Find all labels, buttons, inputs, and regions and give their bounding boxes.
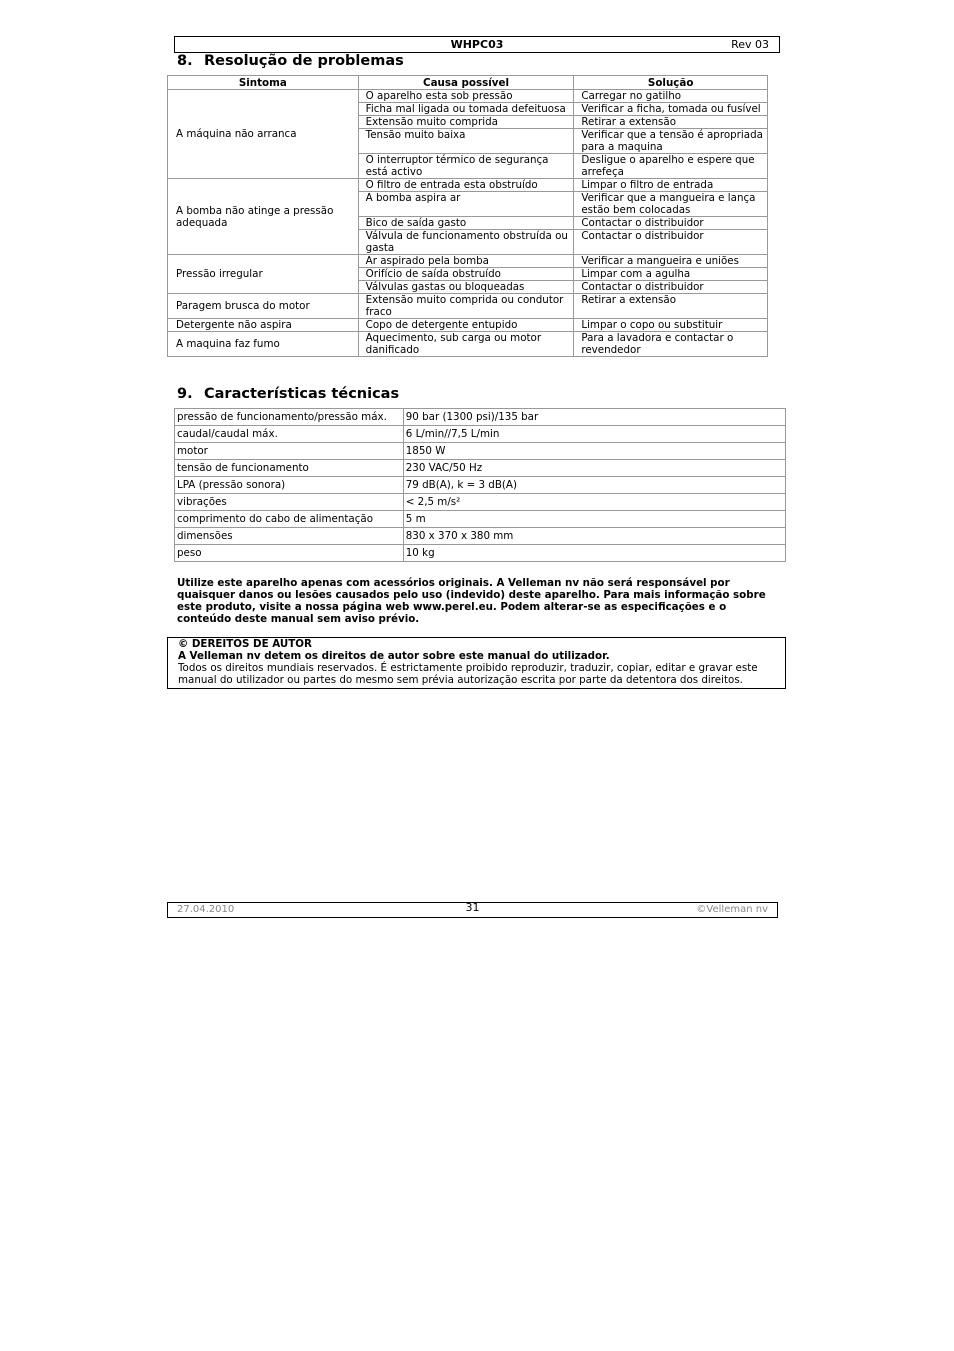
copyright-title: © DEREITOS DE AUTOR bbox=[178, 638, 312, 650]
page-number: 31 bbox=[465, 901, 480, 914]
solution-cell: Carregar no gatilho bbox=[574, 90, 768, 103]
spec-label: motor bbox=[175, 443, 404, 460]
spec-label: comprimento do cabo de alimentação bbox=[175, 511, 404, 528]
symptom-cell: Pressão irregular bbox=[168, 255, 359, 294]
column-header: Sintoma bbox=[168, 76, 359, 90]
column-header: Solução bbox=[574, 76, 768, 90]
spec-row bbox=[175, 528, 786, 545]
copyright-body: Todos os direitos mundiais reservados. É estrictamente proibido reproduzir, traduzir, copiar, editar e gravar este manual do utilizador ou partes do mesmo sem prévia autorização escrita por parte da detentora dos direitos. bbox=[178, 662, 758, 686]
cause-cell: O aparelho esta sob pressão bbox=[358, 90, 574, 103]
page-header bbox=[174, 36, 780, 53]
spec-label: caudal/caudal máx. bbox=[175, 426, 404, 443]
footer-brand: ©Velleman nv bbox=[696, 904, 768, 915]
solution-cell: Desligue o aparelho e espere que arrefeça bbox=[574, 154, 768, 179]
spec-label: dimensões bbox=[175, 528, 404, 545]
symptom-cell: Detergente não aspira bbox=[168, 319, 359, 332]
spec-row bbox=[175, 426, 786, 443]
cause-cell: O interruptor térmico de segurança está activo bbox=[358, 154, 574, 179]
table-row bbox=[168, 255, 768, 268]
solution-cell: Verificar a mangueira e uniões bbox=[574, 255, 768, 268]
spec-row bbox=[175, 511, 786, 528]
solution-cell: Contactar o distribuidor bbox=[574, 230, 768, 255]
spec-label: tensão de funcionamento bbox=[175, 460, 404, 477]
solution-cell: Para a lavadora e contactar o revendedor bbox=[574, 332, 768, 357]
copyright-line: A Velleman nv detem os direitos de autor sobre este manual do utilizador. bbox=[178, 650, 610, 662]
solution-cell: Limpar com a agulha bbox=[574, 268, 768, 281]
spec-value: < 2,5 m/s² bbox=[403, 494, 785, 511]
cause-cell: Copo de detergente entupido bbox=[358, 319, 574, 332]
column-header: Causa possível bbox=[358, 76, 574, 90]
cause-cell: A bomba aspira ar bbox=[358, 192, 574, 217]
spec-row bbox=[175, 477, 786, 494]
spec-value: 79 dB(A), k = 3 dB(A) bbox=[403, 477, 785, 494]
spec-value: 5 m bbox=[403, 511, 785, 528]
table-row bbox=[168, 90, 768, 103]
spec-value: 10 kg bbox=[403, 545, 785, 562]
usage-note: Utilize este aparelho apenas com acessórios originais. A Velleman nv não será responsável por quaisquer danos ou lesões causados pelo uso (indevido) deste aparelho. Para mais informação sobre este produto, visite a nossa página web www.perel.eu. Podem alterar-se as especificações e o conteúdo deste manual sem aviso prévio. bbox=[177, 577, 766, 625]
cause-cell: Aquecimento, sub carga ou motor danificado bbox=[358, 332, 574, 357]
spec-row bbox=[175, 494, 786, 511]
table-header-row bbox=[168, 76, 768, 90]
solution-cell: Verificar a ficha, tomada ou fusível bbox=[574, 103, 768, 116]
solution-cell: Retirar a extensão bbox=[574, 116, 768, 129]
revision: Rev 03 bbox=[731, 38, 769, 51]
spec-value: 230 VAC/50 Hz bbox=[403, 460, 785, 477]
cause-cell: Extensão muito comprida bbox=[358, 116, 574, 129]
spec-value: 6 L/min//7,5 L/min bbox=[403, 426, 785, 443]
section-9-heading bbox=[177, 386, 399, 402]
spec-value: 1850 W bbox=[403, 443, 785, 460]
solution-cell: Retirar a extensão bbox=[574, 294, 768, 319]
section-8-number: 8. bbox=[177, 53, 193, 69]
specifications-table bbox=[174, 408, 786, 562]
symptom-cell: A máquina não arranca bbox=[168, 90, 359, 179]
spec-label: peso bbox=[175, 545, 404, 562]
copyright-box bbox=[167, 637, 786, 689]
page-footer bbox=[167, 902, 778, 918]
spec-label: LPA (pressão sonora) bbox=[175, 477, 404, 494]
cause-cell: Válvulas gastas ou bloqueadas bbox=[358, 281, 574, 294]
spec-row bbox=[175, 443, 786, 460]
cause-cell: Ar aspirado pela bomba bbox=[358, 255, 574, 268]
spec-label: vibrações bbox=[175, 494, 404, 511]
spec-value: 90 bar (1300 psi)/135 bar bbox=[403, 409, 785, 426]
table-row bbox=[168, 332, 768, 357]
table-row bbox=[168, 294, 768, 319]
solution-cell: Contactar o distribuidor bbox=[574, 217, 768, 230]
section-9-title: Características técnicas bbox=[204, 386, 400, 402]
cause-cell: O filtro de entrada esta obstruído bbox=[358, 179, 574, 192]
symptom-cell: A maquina faz fumo bbox=[168, 332, 359, 357]
table-row bbox=[168, 179, 768, 192]
cause-cell: Bico de saída gasto bbox=[358, 217, 574, 230]
solution-cell: Verificar que a mangueira e lança estão bem colocadas bbox=[574, 192, 768, 217]
solution-cell: Verificar que a tensão é apropriada para a maquina bbox=[574, 129, 768, 154]
cause-cell: Tensão muito baixa bbox=[358, 129, 574, 154]
cause-cell: Extensão muito comprida ou condutor fraco bbox=[358, 294, 574, 319]
spec-row bbox=[175, 460, 786, 477]
model-number: WHPC03 bbox=[450, 38, 504, 51]
section-9-number: 9. bbox=[177, 386, 193, 402]
solution-cell: Limpar o copo ou substituir bbox=[574, 319, 768, 332]
cause-cell: Ficha mal ligada ou tomada defeituosa bbox=[358, 103, 574, 116]
solution-cell: Limpar o filtro de entrada bbox=[574, 179, 768, 192]
troubleshooting-table bbox=[167, 75, 768, 357]
spec-label: pressão de funcionamento/pressão máx. bbox=[175, 409, 404, 426]
cause-cell: Orifício de saída obstruído bbox=[358, 268, 574, 281]
cause-cell: Válvula de funcionamento obstruída ou gasta bbox=[358, 230, 574, 255]
solution-cell: Contactar o distribuidor bbox=[574, 281, 768, 294]
table-row bbox=[168, 319, 768, 332]
symptom-cell: A bomba não atinge a pressão adequada bbox=[168, 179, 359, 255]
spec-value: 830 x 370 x 380 mm bbox=[403, 528, 785, 545]
spec-row bbox=[175, 545, 786, 562]
footer-date: 27.04.2010 bbox=[177, 904, 235, 915]
spec-row bbox=[175, 409, 786, 426]
section-8-heading bbox=[177, 53, 404, 69]
section-8-title: Resolução de problemas bbox=[204, 53, 404, 69]
symptom-cell: Paragem brusca do motor bbox=[168, 294, 359, 319]
